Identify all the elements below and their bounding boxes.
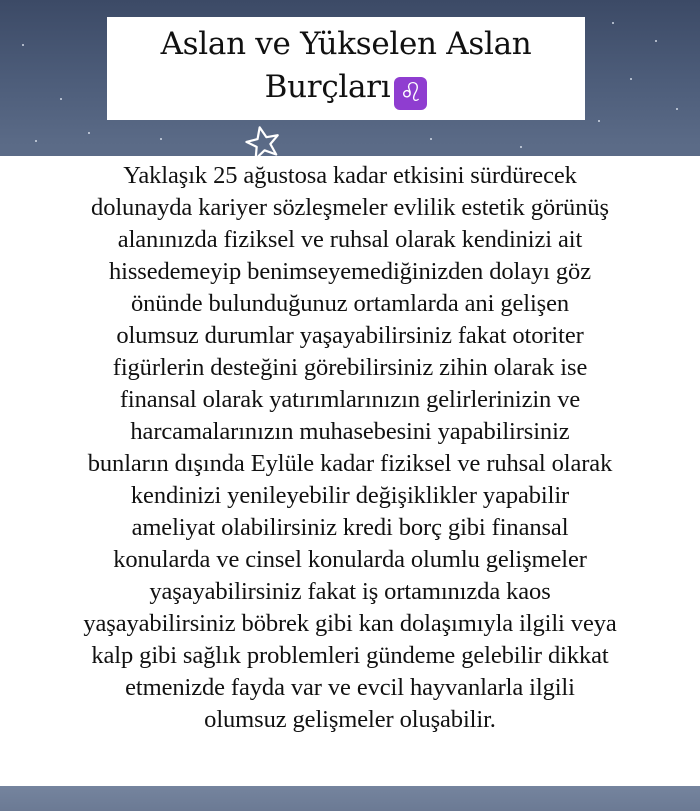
page-title-line-2-text: Burçları (264, 69, 391, 105)
star-dot (676, 108, 678, 110)
body-line: finansal olarak yatırımlarınızın gelirlerinizin ve (119, 386, 581, 413)
star-dot (35, 140, 37, 142)
star-dot (655, 40, 657, 42)
star-dot (160, 138, 162, 140)
body-line: önünde bulunduğunuz ortamlarda ani gelişen (130, 290, 570, 317)
body-line: harcamalarınızın muhasebesini yapabilirsiniz (130, 418, 570, 445)
title-card (107, 17, 585, 120)
body-line: kalp gibi sağlık problemleri gündeme gelebilir dikkat (91, 642, 609, 669)
horoscope-text-card (0, 156, 700, 786)
body-line: yaşayabilirsiniz fakat iş ortamınızda kaos (149, 578, 551, 605)
star-dot (612, 22, 614, 24)
page-title-line-1: Aslan ve Yükselen Aslan (160, 26, 532, 62)
star-dot (430, 138, 432, 140)
body-line: hissedemeyip benimseyemediğinizden dolayı göz (109, 258, 591, 285)
star-dot (598, 120, 600, 122)
star-dot (520, 146, 522, 148)
body-line: konularda ve cinsel konularda olumlu gelişmeler (113, 546, 587, 573)
body-line: dolunayda kariyer sözleşmeler evlilik estetik görünüş (91, 194, 609, 221)
star-dot (22, 44, 24, 46)
body-line: etmenizde fayda var ve evcil hayvanlarla ilgili (125, 674, 575, 701)
body-line: ameliyat olabilirsiniz kredi borç gibi finansal (131, 514, 569, 541)
bottom-sky-strip (0, 786, 700, 811)
body-line: alanınızda fiziksel ve ruhsal olarak kendinizi ait (117, 226, 583, 253)
star-dot (630, 78, 632, 80)
body-line: kendinizi yenileyebilir değişiklikler yapabilir (130, 482, 570, 509)
page-title-line-2 (117, 66, 575, 110)
star-dot (60, 98, 62, 100)
leo-zodiac-icon: ♌ (394, 77, 427, 110)
body-line: Yaklaşık 25 ağustosa kadar etkisini sürdürecek (123, 162, 577, 189)
body-line: olumsuz gelişmeler oluşabilir. (204, 706, 496, 733)
star-dot (88, 132, 90, 134)
body-line: bunların dışında Eylüle kadar fiziksel ve ruhsal olarak (87, 450, 613, 477)
body-line: figürlerin desteğini görebilirsiniz zihin olarak ise (112, 354, 588, 381)
body-line: yaşayabilirsiniz böbrek gibi kan dolaşımıyla ilgili veya (83, 610, 617, 637)
body-line: olumsuz durumlar yaşayabilirsiniz fakat otoriter (116, 322, 584, 349)
